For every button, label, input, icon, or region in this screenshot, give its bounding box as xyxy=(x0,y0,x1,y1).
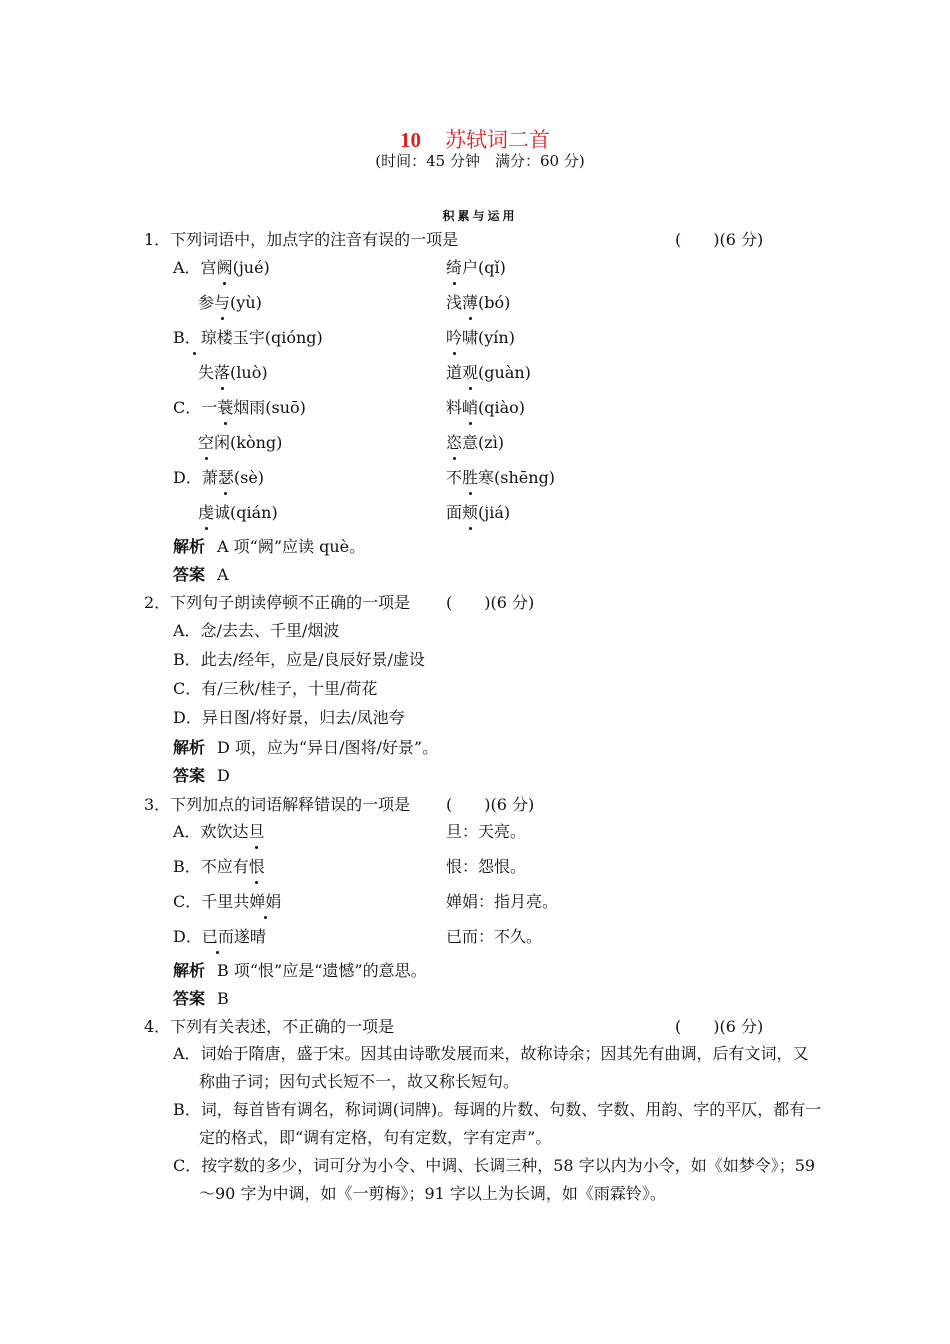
emphasized-char: 吟 xyxy=(446,328,463,347)
q1-option-d2 xyxy=(446,468,555,488)
q3-option-a xyxy=(173,822,265,842)
text-fragment: (yù) xyxy=(230,293,262,312)
q2-analysis xyxy=(173,738,438,758)
q3-score-mark: ( )(6 分) xyxy=(446,795,535,814)
text-fragment: A xyxy=(217,565,229,584)
q1-option-a1 xyxy=(173,258,270,278)
q1-score-mark: ( )(6 分) xyxy=(675,230,764,249)
text-fragment: 意(zì) xyxy=(462,433,505,452)
emphasized-char: 旦 xyxy=(248,822,265,841)
q4-stem: 4．下列有关表述，不正确的一项是 xyxy=(144,1017,395,1036)
text-fragment: 解析 xyxy=(173,738,206,757)
text-fragment: C．千里共 xyxy=(173,892,250,911)
text-fragment: 解析 xyxy=(173,961,206,980)
section-heading: 积累与运用 xyxy=(442,209,518,223)
text-fragment: D xyxy=(217,766,230,785)
q1-option-a2 xyxy=(446,258,506,278)
text-fragment: 料 xyxy=(446,398,463,417)
text-fragment: B．不应有 xyxy=(173,857,249,876)
emphasized-char: 薄 xyxy=(462,293,479,312)
q3-gloss-d: 已而：不久。 xyxy=(446,927,543,946)
text-fragment: 烟雨(suō) xyxy=(233,398,306,417)
text-fragment: 不 xyxy=(446,468,463,487)
text-fragment: 浅 xyxy=(446,293,463,312)
q4-option-a xyxy=(173,1040,823,1096)
time-score-info: (时间：45 分钟 满分：60 分) xyxy=(375,152,585,170)
emphasized-char: 颊 xyxy=(462,503,479,522)
text-fragment: A．词始于隋唐，盛于宋。因其由诗歌发展而来，故称诗余；因其先有曲调，后有文词，又称曲子词；因句式长短不一，故又称长短句。 xyxy=(173,1044,809,1091)
q1-option-c3 xyxy=(198,433,282,453)
emphasized-char: 恣 xyxy=(446,433,463,452)
q3-option-c xyxy=(173,892,281,912)
text-fragment: 楼玉宇(qióng) xyxy=(216,328,323,347)
text-fragment: 诚(qián) xyxy=(214,503,278,522)
q3-gloss-a: 旦：天亮。 xyxy=(446,822,527,841)
emphasized-char: 瑟 xyxy=(217,468,234,487)
text-fragment: (luò) xyxy=(230,363,268,382)
emphasized-char: 空 xyxy=(198,433,215,452)
text-fragment: B 项“恨”应是“遗憾”的意思。 xyxy=(217,961,427,980)
lesson-title: 苏轼词二首 xyxy=(445,128,550,152)
q1-option-b4 xyxy=(446,363,531,383)
text-fragment: (sè) xyxy=(233,468,265,487)
text-fragment: B xyxy=(217,989,229,1008)
text-fragment: (bó) xyxy=(478,293,511,312)
q4-option-c xyxy=(173,1152,823,1208)
text-fragment: 参 xyxy=(198,293,215,312)
text-fragment: 面 xyxy=(446,503,463,522)
q1-option-c1 xyxy=(173,398,306,418)
q2-option-b: B．此去/经年，应是/良辰好景/虚设 xyxy=(173,650,425,669)
q2-stem: 2．下列句子朗读停顿不正确的一项是 xyxy=(144,593,411,612)
emphasized-char: 恨 xyxy=(248,857,265,876)
text-fragment: B．词，每首皆有调名，称词调(词牌)。每调的片数、句数、字数、用韵、字的平仄，都有一定的格式，即“调有定格，句有定数，字有定声”。 xyxy=(173,1100,822,1147)
text-fragment: A．宫 xyxy=(173,258,217,277)
emphasized-char: 已而 xyxy=(201,927,234,946)
emphasized-char: 落 xyxy=(214,363,231,382)
q1-analysis xyxy=(173,537,365,557)
text-fragment: D 项，应为“异日/图将/好景”。 xyxy=(217,738,439,757)
text-fragment: C．一 xyxy=(173,398,218,417)
q1-answer xyxy=(173,565,229,585)
text-fragment: 户(qǐ) xyxy=(462,258,506,277)
q2-score-mark: ( )(6 分) xyxy=(446,593,535,612)
q2-answer xyxy=(173,766,230,786)
q3-analysis xyxy=(173,961,427,981)
q3-option-b xyxy=(173,857,265,877)
q1-option-b1 xyxy=(173,328,323,348)
emphasized-char: 胜 xyxy=(462,468,479,487)
emphasized-char: 婵娟 xyxy=(249,892,282,911)
q3-gloss-b: 恨：怨恨。 xyxy=(446,857,527,876)
text-fragment: 遂晴 xyxy=(233,927,266,946)
text-fragment: (jiá) xyxy=(478,503,511,522)
q3-answer xyxy=(173,989,229,1009)
q4-score-mark: ( )(6 分) xyxy=(675,1017,764,1036)
text-fragment: 失 xyxy=(198,363,215,382)
text-fragment: (guàn) xyxy=(478,363,531,382)
text-fragment: 闲(kòng) xyxy=(214,433,283,452)
text-fragment: 答案 xyxy=(173,565,206,584)
text-fragment: A．欢饮达 xyxy=(173,822,249,841)
text-fragment: 寒(shēng) xyxy=(478,468,556,487)
text-fragment: C．按字数的多少，词可分为小令、中调、长调三种，58 字以内为小令，如《如梦令》；59～90 字为中调，如《一剪梅》；91 字以上为长调，如《雨霖铃》。 xyxy=(173,1156,816,1203)
text-fragment: D． xyxy=(173,927,202,946)
text-fragment: 道 xyxy=(446,363,463,382)
q2-option-c: C．有/三秋/桂子，十里/荷花 xyxy=(173,679,378,698)
q1-option-b3 xyxy=(198,363,268,383)
q3-option-d xyxy=(173,927,266,947)
q1-option-a3 xyxy=(198,293,262,313)
q1-option-d4 xyxy=(446,503,510,523)
q4-option-b xyxy=(173,1096,823,1152)
text-fragment: 答案 xyxy=(173,989,206,1008)
q1-option-c4 xyxy=(446,433,504,453)
text-fragment: (jué) xyxy=(232,258,270,277)
q3-gloss-c: 婵娟：指月亮。 xyxy=(446,892,559,911)
q1-stem: 1．下列词语中，加点字的注音有误的一项是 xyxy=(144,230,459,249)
q1-option-a4 xyxy=(446,293,510,313)
text-fragment: 解析 xyxy=(173,537,206,556)
emphasized-char: B．琼 xyxy=(173,328,217,347)
emphasized-char: 与 xyxy=(214,293,231,312)
q3-stem: 3．下列加点的词语解释错误的一项是 xyxy=(144,795,411,814)
q1-option-d1 xyxy=(173,468,264,488)
text-fragment: D．萧 xyxy=(173,468,218,487)
emphasized-char: 蓑 xyxy=(217,398,234,417)
text-fragment: 答案 xyxy=(173,766,206,785)
emphasized-char: 观 xyxy=(462,363,479,382)
emphasized-char: 绮 xyxy=(446,258,463,277)
q2-option-a: A．念/去去、千里/烟波 xyxy=(173,621,340,640)
emphasized-char: 峭 xyxy=(462,398,479,417)
q2-option-d: D．异日图/将好景，归去/凤池夸 xyxy=(173,708,405,727)
q1-option-d3 xyxy=(198,503,278,523)
lesson-number: 10 xyxy=(400,128,421,152)
text-fragment: A 项“阙”应读 què。 xyxy=(217,537,366,556)
text-fragment: 啸(yín) xyxy=(462,328,515,347)
emphasized-char: 阙 xyxy=(216,258,233,277)
q1-option-b2 xyxy=(446,328,515,348)
emphasized-char: 虔 xyxy=(198,503,215,522)
text-fragment: (qiào) xyxy=(478,398,526,417)
q1-option-c2 xyxy=(446,398,525,418)
